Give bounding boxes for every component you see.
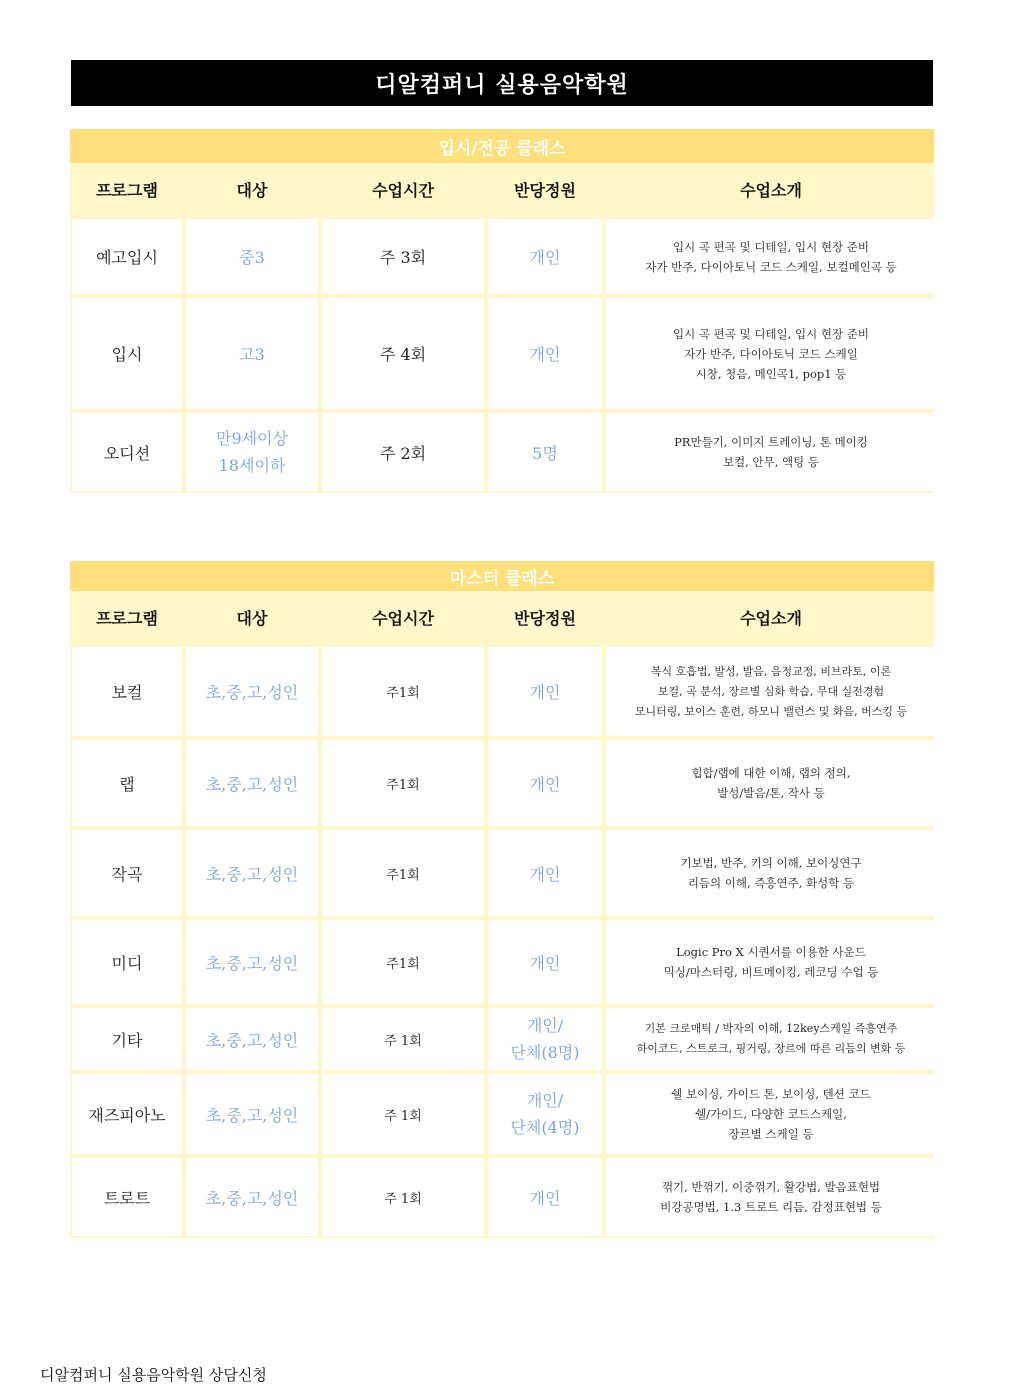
- capacity-value: 개인: [488, 740, 602, 826]
- intro-text: Logic Pro X 시퀀서를 이용한 사운드 믹싱/마스터링, 비트메이킹, 레코딩 수업 등: [606, 920, 936, 1004]
- program-name: 랩: [72, 740, 182, 826]
- intro-text: 기보법, 반주, 키의 이해, 보이싱연구 리듬의 이해, 즉흥연주, 화성학 등: [606, 830, 936, 916]
- program-name: 재즈피아노: [72, 1074, 182, 1154]
- time-value: 주1회: [322, 740, 484, 826]
- time-value: 주1회: [322, 647, 484, 736]
- header-capacity: 반당정원: [514, 608, 576, 628]
- capacity-value: 개인: [488, 830, 602, 916]
- time-value: 주 2회: [322, 413, 484, 491]
- target-value: 초,중,고,성인: [186, 1008, 318, 1070]
- time-value: 주 1회: [322, 1008, 484, 1070]
- intro-text: 힙합/랩에 대한 이해, 랩의 정의, 발성/발음/톤, 작사 등: [606, 740, 936, 826]
- capacity-value: 5명: [488, 413, 602, 491]
- target-value: 중3: [186, 219, 318, 294]
- program-name: 입시: [72, 298, 182, 409]
- header-target: 대상: [236, 608, 268, 628]
- header-program: 프로그램: [96, 180, 158, 200]
- consultation-link[interactable]: 디알컴퍼니 실용음악학원 상담신청: [40, 1366, 267, 1384]
- target-value: 초,중,고,성인: [186, 1158, 318, 1236]
- section-master-class: [70, 561, 934, 1238]
- header-program: 프로그램: [96, 608, 158, 628]
- intro-text: 입시 곡 편곡 및 디테일, 입시 현장 준비 자가 반주, 다이아토닉 코드 스케일 시창, 청음, 메인곡1, pop1 등: [606, 298, 936, 409]
- intro-text: 기본 크로매틱 / 박자의 이해, 12key스케일 즉흥연주 하이코드, 스트로크, 핑거링, 장르에 따른 리듬의 변화 등: [606, 1008, 936, 1070]
- header-time: 수업시간: [372, 180, 434, 200]
- header-target: 대상: [236, 180, 268, 200]
- time-value: 주 1회: [322, 1158, 484, 1236]
- time-value: 주1회: [322, 920, 484, 1004]
- intro-text: 꺾기, 반꺾기, 이중꺾기, 활강법, 발음표현법 비강공명법, 1.3 트로트 리듬, 감정표현법 등: [606, 1158, 936, 1236]
- class-table: [70, 591, 934, 1238]
- program-name: 보컬: [72, 647, 182, 736]
- target-value: 만9세이상 18세이하: [186, 413, 318, 491]
- program-name: 작곡: [72, 830, 182, 916]
- class-table: [70, 163, 934, 493]
- time-value: 주 1회: [322, 1074, 484, 1154]
- program-name: 미디: [72, 920, 182, 1004]
- time-value: 주1회: [322, 830, 484, 916]
- target-value: 초,중,고,성인: [186, 920, 318, 1004]
- program-name: 트로트: [72, 1158, 182, 1236]
- header-intro: 수업소개: [740, 180, 802, 200]
- program-name: 기타: [72, 1008, 182, 1070]
- program-name: 예고입시: [72, 219, 182, 294]
- target-value: 초,중,고,성인: [186, 740, 318, 826]
- intro-text: PR만들기, 이미지 트레이닝, 톤 메이킹 보컬, 안무, 액팅 등: [606, 413, 936, 491]
- section-entrance-class: [70, 129, 934, 493]
- time-value: 주 3회: [322, 219, 484, 294]
- capacity-value: 개인: [488, 219, 602, 294]
- capacity-value: 개인: [488, 647, 602, 736]
- section-title: 입시/전공 클래스: [70, 129, 934, 163]
- capacity-value: 개인: [488, 1158, 602, 1236]
- header-time: 수업시간: [372, 608, 434, 628]
- capacity-value: 개인/ 단체(4명): [488, 1074, 602, 1154]
- target-value: 초,중,고,성인: [186, 830, 318, 916]
- target-value: 초,중,고,성인: [186, 1074, 318, 1154]
- header-capacity: 반당정원: [514, 180, 576, 200]
- intro-text: 입시 곡 편곡 및 디테일, 입시 현장 준비 자가 반주, 다이아토닉 코드 스케일, 보컬메인곡 등: [606, 219, 936, 294]
- intro-text: 복식 호흡법, 발성, 발음, 음정교정, 비브라토, 이론 보컬, 곡 분석, 장르별 심화 학습, 무대 실전경험 모니터링, 보이스 훈련, 하모니 밸런스 및 화음, 버스킹 등: [606, 647, 936, 736]
- intro-text: 쉘 보이싱, 가이드 톤, 보이싱, 텐션 코드 쉘/가이드, 다양한 코드스케일, 장르별 스케일 등: [606, 1074, 936, 1154]
- target-value: 고3: [186, 298, 318, 409]
- capacity-value: 개인: [488, 920, 602, 1004]
- program-name: 오디션: [72, 413, 182, 491]
- section-title: 마스터 클래스: [70, 561, 934, 591]
- header-intro: 수업소개: [740, 608, 802, 628]
- page-title: 디알컴퍼니 실용음악학원: [71, 60, 933, 106]
- capacity-value: 개인: [488, 298, 602, 409]
- target-value: 초,중,고,성인: [186, 647, 318, 736]
- time-value: 주 4회: [322, 298, 484, 409]
- capacity-value: 개인/ 단체(8명): [488, 1008, 602, 1070]
